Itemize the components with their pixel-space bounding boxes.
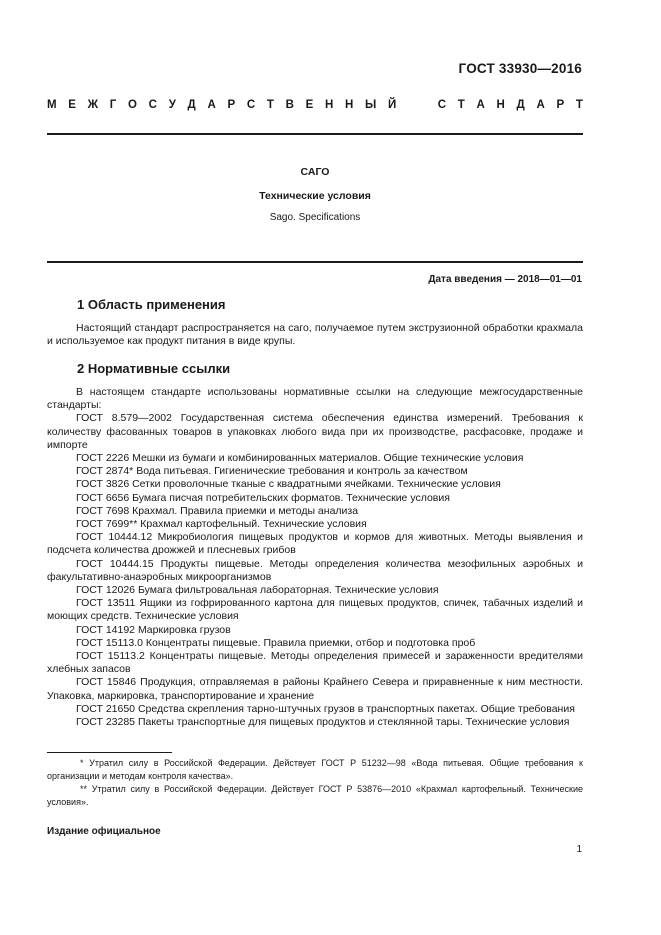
footnote-2: ** Утратил силу в Российской Федерации. Действует ГОСТ Р 53876—2010 «Крахмал картофельный. Технические условия». xyxy=(47,784,583,807)
banner-letter: Т xyxy=(457,99,465,111)
references-intro: В настоящем стандарте использованы нормативные ссылки на следующие межгосударственные стандарты: xyxy=(47,386,583,412)
banner-letter: Ы xyxy=(365,99,377,111)
banner-letter: С xyxy=(437,99,447,111)
page-number: 1 xyxy=(576,844,582,855)
banner-letter: В xyxy=(285,99,294,111)
banner-letter: Т xyxy=(266,99,274,111)
official-edition-label: Издание официальное xyxy=(47,826,161,837)
doc-number: ГОСТ 33930—2016 xyxy=(458,61,582,76)
banner-letter: Е xyxy=(68,99,76,111)
banner-letter: Н xyxy=(496,99,505,111)
document-subtitle: Технические условия xyxy=(259,190,371,202)
reference-item: ГОСТ 2874* Вода питьевая. Гигиенические требования и контроль за качеством xyxy=(76,465,468,478)
banner-letter: Р xyxy=(556,99,565,111)
reference-item: ГОСТ 13511 Ящики из гофрированного картона для пищевых продуктов, спичек, табачных изделий и моющих средств. Технические условия xyxy=(47,597,583,623)
reference-item: ГОСТ 15113.0 Концентраты пищевые. Правила приемки, отбор и подготовка проб xyxy=(76,636,476,649)
banner-letter: О xyxy=(128,99,137,111)
banner-letter: Г xyxy=(109,99,117,111)
banner-letter: Т xyxy=(575,99,583,111)
banner-letter: Й xyxy=(387,99,397,111)
banner-letter: Н xyxy=(345,99,354,111)
header-rule xyxy=(47,133,583,135)
banner-letter: М xyxy=(47,99,57,111)
reference-item: ГОСТ 15846 Продукция, отправляемая в районы Крайнего Севера и приравненные к ним местности. Упаковка, маркировка, транспортирование и хранение xyxy=(47,676,583,702)
banner-letter: С xyxy=(246,99,256,111)
reference-item: ГОСТ 10444.15 Продукты пищевые. Методы определения количества мезофильных аэробных и факультативно-анаэробных микроорганизмов xyxy=(47,557,583,583)
reference-item: ГОСТ 21650 Средства скрепления тарно-штучных грузов в транспортных пакетах. Общие требования xyxy=(76,702,575,715)
banner-letter: У xyxy=(168,99,176,111)
section-heading-references: 2 Нормативные ссылки xyxy=(77,361,231,376)
reference-item: ГОСТ 10444.12 Микробиология пищевых продуктов и кормов для животных. Методы выявления и подсчета количества дрожжей и плесневых грибов xyxy=(47,531,583,557)
banner-letter: А xyxy=(207,99,216,111)
banner-letter: С xyxy=(148,99,157,111)
banner-gap xyxy=(423,99,426,111)
standard-type-banner xyxy=(47,99,583,111)
banner-letter: Р xyxy=(227,99,236,111)
title-rule xyxy=(47,261,583,263)
reference-item: ГОСТ 7698 Крахмал. Правила приемки и методы анализа xyxy=(76,504,359,517)
reference-item: ГОСТ 14192 Маркировка грузов xyxy=(76,623,231,636)
footnote-rule xyxy=(47,752,172,753)
banner-gap xyxy=(408,99,411,111)
banner-letter: Д xyxy=(187,99,196,111)
reference-item: ГОСТ 15113.2 Концентраты пищевые. Методы определения примесей и зараженности вредителями хлебных запасов xyxy=(47,650,583,676)
section-heading-scope: 1 Область применения xyxy=(77,297,226,312)
reference-item: ГОСТ 3826 Сетки проволочные тканые с квадратными ячейками. Технические условия xyxy=(76,478,501,491)
reference-item: ГОСТ 23285 Пакеты транспортные для пищевых продуктов и стеклянной тары. Технические условия xyxy=(76,716,570,729)
reference-item: ГОСТ 2226 Мешки из бумаги и комбинированных материалов. Общие технические условия xyxy=(76,452,524,465)
english-title: Sago. Specifications xyxy=(269,212,361,223)
banner-letter: Д xyxy=(516,99,525,111)
banner-letter: А xyxy=(476,99,485,111)
document-title: САГО xyxy=(300,166,330,178)
banner-letter: А xyxy=(536,99,545,111)
reference-item: ГОСТ 7699** Крахмал картофельный. Технические условия xyxy=(76,518,367,531)
footnote-1: * Утратил силу в Российской Федерации. Действует ГОСТ Р 51232—98 «Вода питьевая. Общие требования к организации и методам контроля качества». xyxy=(47,758,583,781)
scope-paragraph: Настоящий стандарт распространяется на саго, получаемое путем экструзионной обработки крахмала и используемое как продукт питания в виде крупы. xyxy=(47,322,583,348)
banner-letter: Н xyxy=(324,99,334,111)
reference-item: ГОСТ 12026 Бумага фильтровальная лабораторная. Технические условия xyxy=(76,584,439,597)
reference-item: ГОСТ 6656 Бумага писчая потребительских форматов. Технические условия xyxy=(76,491,450,504)
reference-item: ГОСТ 8.579—2002 Государственная система обеспечения единства измерений. Требования к количеству фасованных товаров в упаковках любого вида при их производстве, расфасовке, продаже и импорте xyxy=(47,412,583,451)
banner-letter: Е xyxy=(305,99,314,111)
banner-letter: Ж xyxy=(87,99,99,111)
references-list xyxy=(47,386,583,729)
introduction-date: Дата введения — 2018—01—01 xyxy=(428,274,582,285)
